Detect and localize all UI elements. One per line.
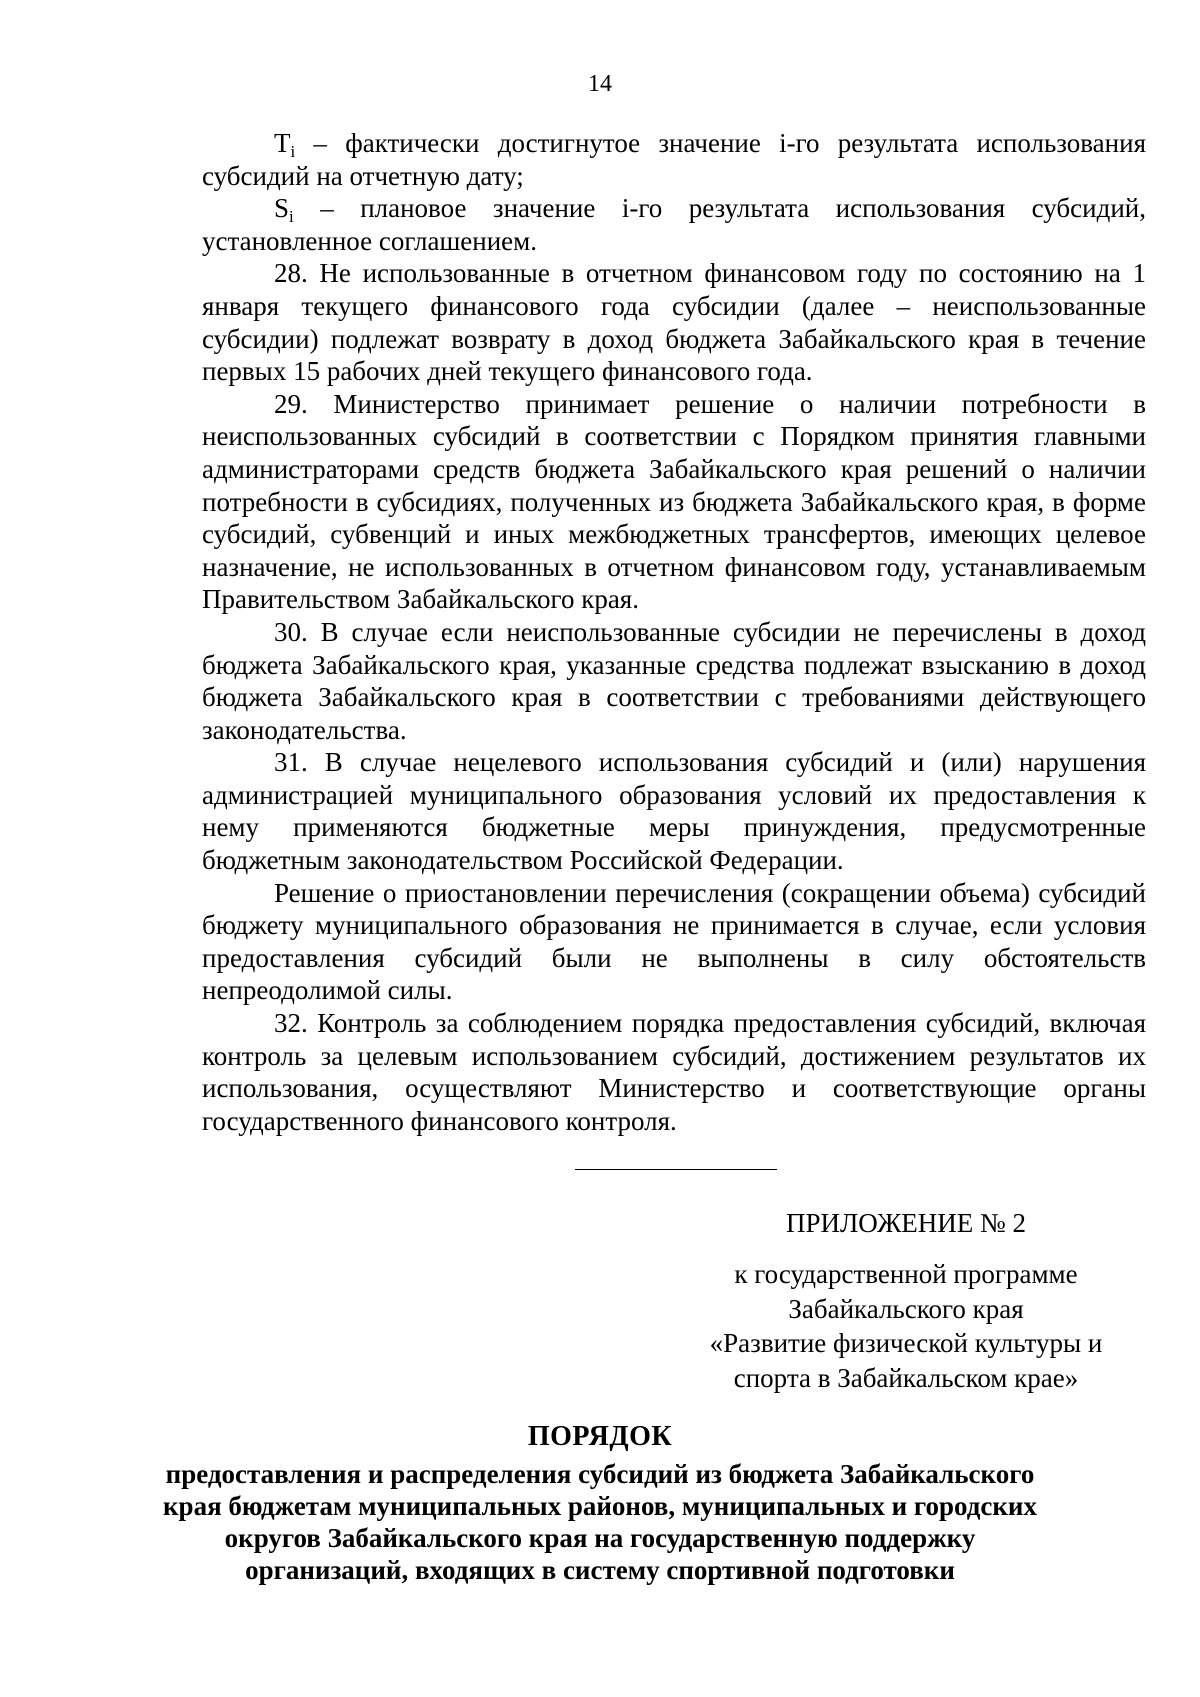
section-separator (575, 1169, 777, 1170)
paragraph-29: 29. Министерство принимает решение о наличии потребности в неиспользованных субсидий в соответствии с Порядком принятия главными администраторами средств бюджета Забайкальского края решений о наличии потребности в субсидиях, полученных из бюджета Забайкальского края, в форме субсидий, субвенций и иных межбюджетных трансфертов, имеющих целевое назначение, не использованных в отчетном финансовом году, устанавливаемым Правительством Забайкальского края. (202, 388, 1146, 615)
variable-s-subscript: i (289, 207, 294, 227)
order-title: ПОРЯДОК (527, 1421, 673, 1452)
paragraph-30: 30. В случае если неиспользованные субсидии не перечислены в доход бюджета Забайкальского края, указанные средства подлежат взысканию в доход бюджета Забайкальского края в соответствии с требованиями действующего законодательства. (202, 616, 1146, 745)
appendix-title: ПРИЛОЖЕНИЕ № 2 (785, 1208, 1027, 1238)
paragraph-31: 31. В случае нецелевого использования субсидий и (или) нарушения администрацией муниципального образования условий их предоставления к нему применяются бюджетные меры принуждения, предусмотренные бюджетным законодательством Российской Федерации. (202, 747, 1146, 876)
ti-definition-text: – фактически достигнутое значение i-го результата использования субсидий на отчетную дату; (202, 128, 1146, 191)
appendix-reference (680, 1257, 1132, 1395)
si-definition-text: – плановое значение i-го результата использования субсидий, установленное соглашением. (202, 193, 1146, 256)
order-subtitle-line: края бюджетам муниципальных районов, муниципальных и городских (163, 1491, 1037, 1521)
variable-t: T (274, 128, 291, 158)
appendix-line: Забайкальского края (788, 1293, 1024, 1324)
paragraph-31-decision: Решение о приостановлении перечисления (сокращении объема) субсидий бюджету муниципального образования не принимается в случае, если условия предоставления субсидий были не выполнены в силу обстоятельств непреодолимой силы. (202, 877, 1146, 1006)
paragraph-si-definition (202, 192, 1146, 257)
paragraph-28: 28. Не использованные в отчетном финансовом году по состоянию на 1 января текущего финансового года субсидии (далее – неиспользованные субсидии) подлежат возврату в доход бюджета Забайкальского края в течение первых 15 рабочих дней текущего финансового года. (202, 258, 1146, 387)
appendix-line: спорта в Забайкальском крае» (733, 1362, 1079, 1393)
variable-t-subscript: i (290, 142, 296, 161)
paragraph-32: 32. Контроль за соблюдением порядка предоставления субсидий, включая контроль за целевым использованием субсидий, достижением результатов их использования, осуществляют Министерство и соответствующие органы государственного финансового контроля. (202, 1008, 1146, 1136)
appendix-line: «Развитие физической культуры и (709, 1328, 1103, 1358)
page-number: 14 (588, 71, 612, 97)
order-subtitle-line: организаций, входящих в систему спортивной подготовки (245, 1555, 955, 1585)
order-subtitle-line: предоставления и распределения субсидий из бюджета Забайкальского (165, 1459, 1035, 1489)
paragraph-ti-definition (202, 127, 1146, 192)
body-text (202, 127, 1146, 1137)
order-subtitle (150, 1458, 1050, 1586)
appendix-line: к государственной программе (734, 1259, 1078, 1289)
variable-s: S (274, 193, 290, 224)
order-subtitle-line: округов Забайкальского края на государственную поддержку (224, 1523, 976, 1553)
